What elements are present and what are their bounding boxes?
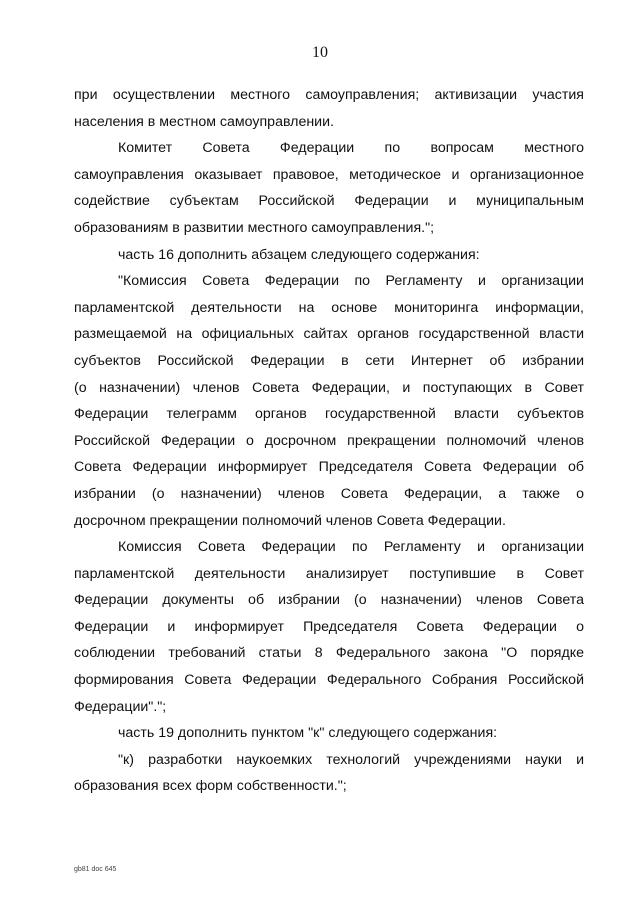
text-line: субъектов Российской Федерации в сети Интернет об избрании — [74, 352, 584, 369]
text-line: Федерации"."; — [74, 698, 167, 715]
text-line: парламентской деятельности на основе мониторинга информации, — [74, 299, 584, 316]
paragraph-6 — [74, 720, 584, 747]
text-line: соблюдении требований статьи 8 Федерального закона "О порядке — [74, 645, 584, 662]
footer-document-code: gb81 doc 645 — [74, 866, 117, 873]
text-line: Совета Федерации информирует Председателя Совета Федерации об — [74, 459, 584, 476]
text-line: формирования Совета Федерации Федерального Собрания Российской — [74, 672, 584, 689]
paragraph-5 — [74, 534, 584, 720]
text-line: при осуществлении местного самоуправления; активизации участия — [74, 87, 584, 103]
document-body — [74, 82, 584, 800]
text-line: размещаемой на официальных сайтах органов государственной власти — [74, 326, 584, 343]
text-line: самоуправления оказывает правовое, методическое и организационное — [74, 166, 584, 183]
text-line: "к) разработки наукоемких технологий учреждениями науки и — [118, 751, 584, 768]
text-line: образованиям в развитии местного самоуправления."; — [74, 219, 435, 236]
text-line: Федерации и информирует Председателя Совета Федерации о — [74, 618, 584, 635]
text-line: часть 16 дополнить абзацем следующего содержания: — [118, 246, 480, 263]
text-line: Федерации документы об избрании (о назначении) членов Совета — [74, 592, 584, 609]
text-line: парламентской деятельности анализирует поступившие в Совет — [74, 565, 584, 582]
text-line: досрочном прекращении полномочий членов Совета Федерации. — [74, 512, 506, 529]
text-line: содействие субъектам Российской Федерации и муниципальным — [74, 193, 584, 210]
text-line: часть 19 дополнить пунктом "к" следующего содержания: — [118, 725, 498, 742]
text-line: Российской Федерации о досрочном прекращении полномочий членов — [74, 432, 584, 449]
paragraph-4 — [74, 268, 584, 534]
paragraph-2 — [74, 135, 584, 241]
paragraph-1 — [74, 82, 584, 135]
text-line: населения в местном самоуправлении. — [74, 113, 334, 130]
text-line: (о назначении) членов Совета Федерации, и поступающих в Совет — [74, 379, 584, 396]
paragraph-3 — [74, 242, 584, 269]
text-line: Федерации телеграмм органов государственной власти субъектов — [74, 406, 584, 423]
text-line: Комиссия Совета Федерации по Регламенту и организации — [118, 539, 584, 556]
text-line: Комитет Совета Федерации по вопросам местного — [118, 140, 584, 157]
paragraph-7 — [74, 747, 584, 800]
text-line: образования всех форм собственности."; — [74, 778, 347, 795]
page-number: 10 — [312, 44, 328, 61]
text-line: избрании (о назначении) членов Совета Федерации, а также о — [74, 485, 584, 502]
text-line: "Комиссия Совета Федерации по Регламенту и организации — [118, 273, 584, 290]
